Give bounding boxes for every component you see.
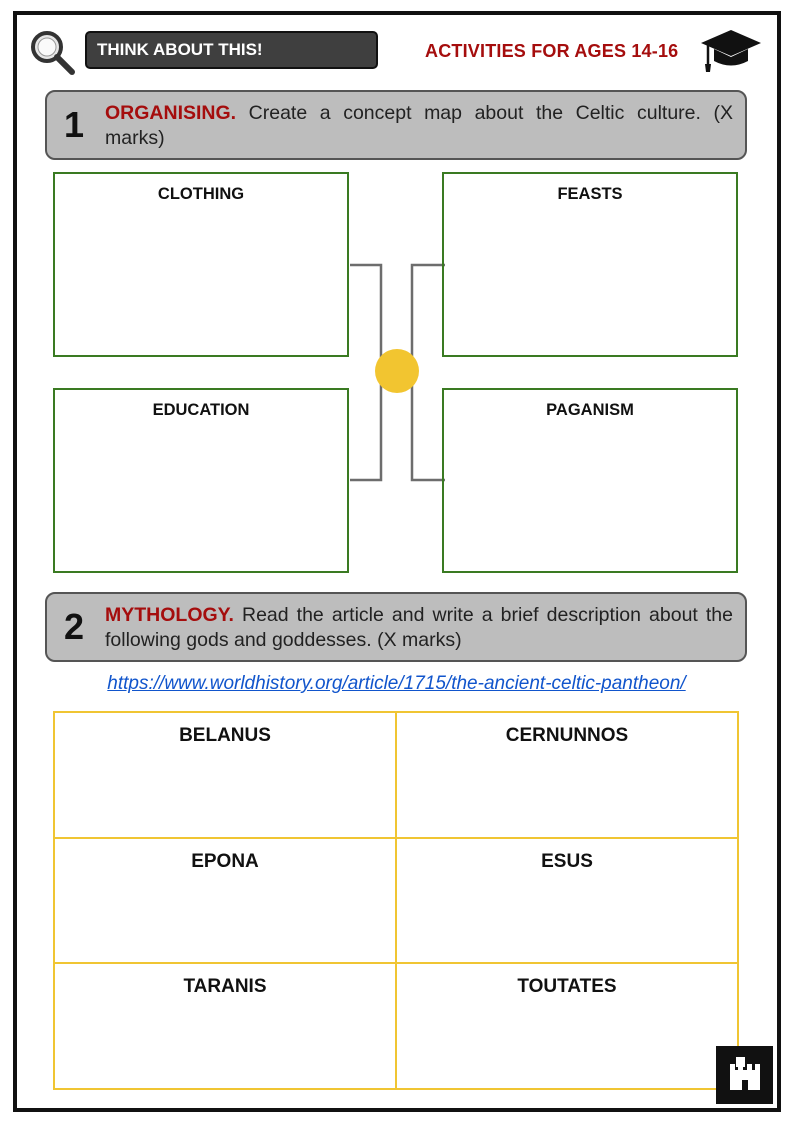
section-2-text: Read the article and write a brief description about the following gods and goddesses. (X marks) bbox=[105, 604, 733, 651]
god-cell-toutates[interactable]: TOUTATES bbox=[396, 963, 738, 1089]
table-row bbox=[54, 712, 738, 838]
section-1-banner bbox=[45, 90, 747, 160]
section-1-keyword: ORGANISING. bbox=[105, 102, 237, 124]
magnifier-icon bbox=[28, 28, 76, 76]
castle-logo-icon bbox=[716, 1046, 773, 1104]
section-1-number: 1 bbox=[64, 104, 85, 145]
god-cell-epona[interactable]: EPONA bbox=[54, 838, 396, 964]
gods-table bbox=[53, 711, 739, 1090]
section-1-text: Create a concept map about the Celtic culture. (X marks) bbox=[105, 102, 733, 149]
think-about-this-label: THINK ABOUT THIS! bbox=[85, 31, 378, 69]
article-link[interactable]: https://www.worldhistory.org/article/1715/the-ancient-celtic-pantheon/ bbox=[107, 673, 686, 694]
concept-box-paganism[interactable]: PAGANISM bbox=[442, 388, 738, 573]
god-cell-belanus[interactable]: BELANUS bbox=[54, 712, 396, 838]
table-row bbox=[54, 838, 738, 964]
ages-label: ACTIVITIES FOR AGES 14-16 bbox=[425, 41, 679, 61]
god-cell-esus[interactable]: ESUS bbox=[396, 838, 738, 964]
section-2-banner bbox=[45, 592, 747, 662]
concept-box-clothing[interactable]: CLOTHING bbox=[53, 172, 349, 357]
center-node-dot bbox=[375, 349, 419, 393]
section-2-keyword: MYTHOLOGY. bbox=[105, 604, 234, 626]
section-1-instructions bbox=[105, 101, 733, 151]
graduation-cap-icon bbox=[700, 28, 762, 74]
section-2-number: 2 bbox=[64, 606, 85, 647]
table-row bbox=[54, 963, 738, 1089]
concept-box-feasts[interactable]: FEASTS bbox=[442, 172, 738, 357]
section-2-instructions bbox=[105, 603, 733, 653]
god-cell-cernunnos[interactable]: CERNUNNOS bbox=[396, 712, 738, 838]
god-cell-taranis[interactable]: TARANIS bbox=[54, 963, 396, 1089]
concept-box-education[interactable]: EDUCATION bbox=[53, 388, 349, 573]
